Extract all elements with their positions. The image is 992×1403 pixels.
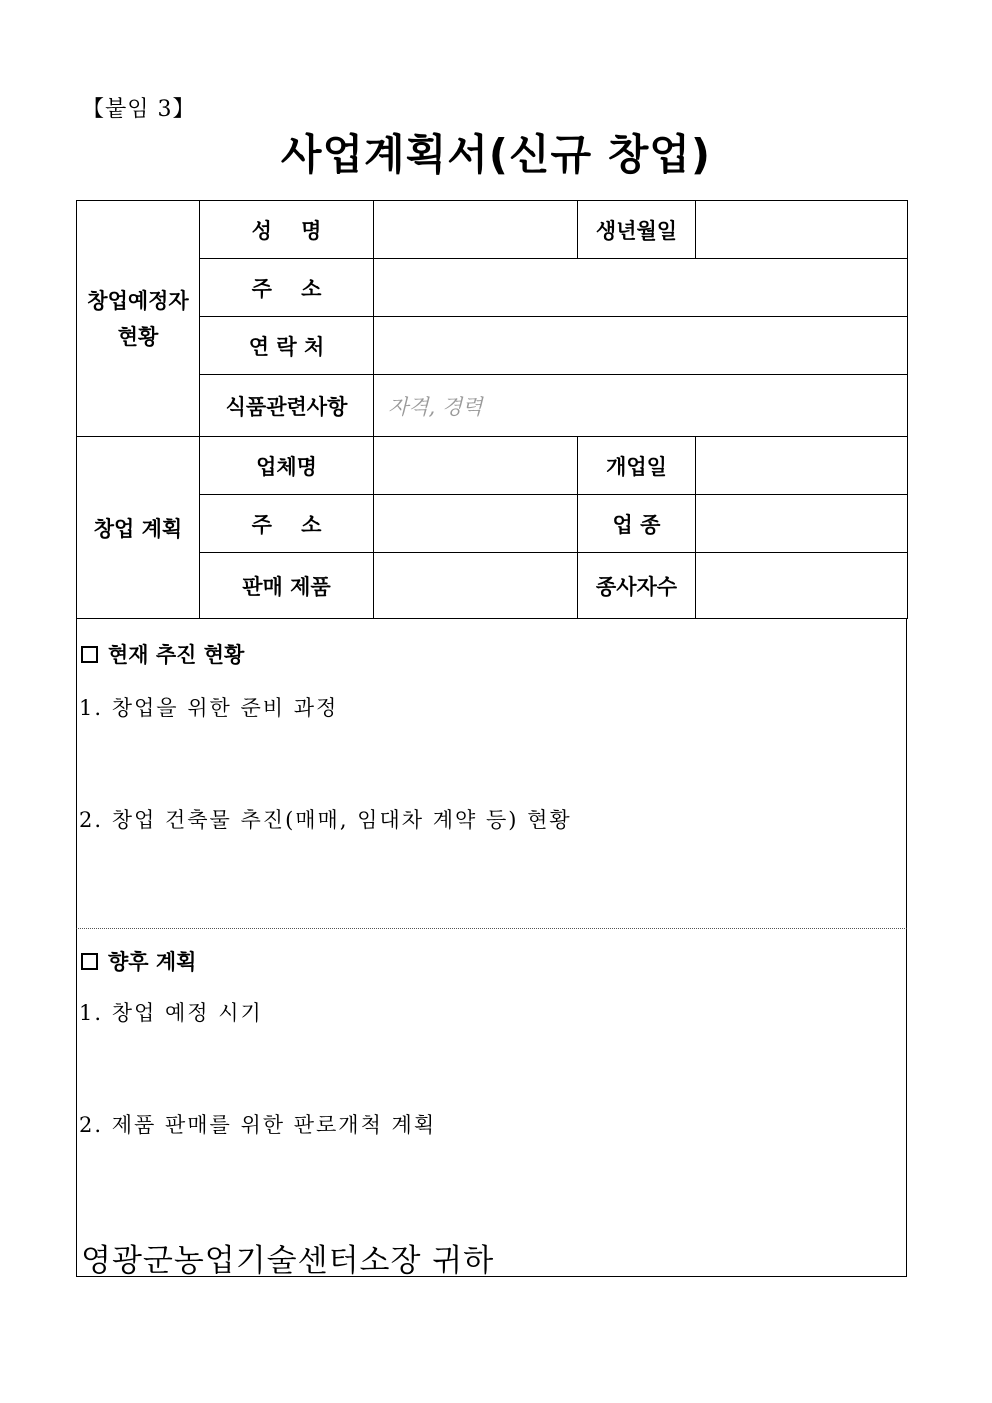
food-related-hint: 자격, 경력 (388, 394, 483, 419)
current-status-item: 2. 창업 건축물 추진(매매, 임대차 계약 등) 현황 (79, 808, 572, 832)
contact-label: 연 락 처 (200, 317, 374, 375)
name-field[interactable] (374, 201, 578, 259)
applicant-plan-table (76, 200, 908, 619)
open-date-field[interactable] (696, 437, 908, 495)
current-status-heading (81, 639, 244, 669)
checkbox-icon (81, 646, 98, 663)
industry-field[interactable] (696, 495, 908, 553)
open-date-label: 개업일 (578, 437, 696, 495)
name-label: 성 명 (200, 201, 374, 259)
current-status-item: 1. 창업을 위한 준비 과정 (79, 696, 339, 720)
contact-field[interactable] (374, 317, 908, 375)
current-status-heading-text: 현재 추진 현황 (108, 642, 245, 667)
employees-field[interactable] (696, 553, 908, 619)
food-related-field[interactable] (374, 375, 908, 437)
future-plan-heading-text: 향후 계획 (108, 949, 197, 974)
attachment-label: 【붙임 3】 (82, 97, 196, 122)
future-plan-heading (81, 946, 196, 976)
business-address-label: 주 소 (200, 495, 374, 553)
future-plan-item: 2. 제품 판매를 위한 판로개척 계획 (79, 1113, 437, 1137)
products-label: 판매 제품 (200, 553, 374, 619)
addressee: 영광군농업기술센터소장 귀하 (81, 1243, 495, 1279)
company-name-label: 업체명 (200, 437, 374, 495)
current-status-section[interactable] (76, 618, 907, 929)
company-name-field[interactable] (374, 437, 578, 495)
products-field[interactable] (374, 553, 578, 619)
birth-date-field[interactable] (696, 201, 908, 259)
food-related-label: 식품관련사항 (200, 375, 374, 437)
future-plan-item: 1. 창업 예정 시기 (79, 1001, 263, 1025)
industry-label: 업 종 (578, 495, 696, 553)
applicant-group-label: 창업예정자 현황 (77, 201, 200, 437)
address-field[interactable] (374, 259, 908, 317)
plan-group-label: 창업 계획 (77, 437, 200, 619)
birth-date-label: 생년월일 (578, 201, 696, 259)
employees-label: 종사자수 (578, 553, 696, 619)
page-title: 사업계획서(신규 창업) (280, 130, 712, 179)
checkbox-icon (81, 953, 98, 970)
business-address-field[interactable] (374, 495, 578, 553)
address-label: 주 소 (200, 259, 374, 317)
future-plan-section[interactable] (76, 929, 907, 1277)
